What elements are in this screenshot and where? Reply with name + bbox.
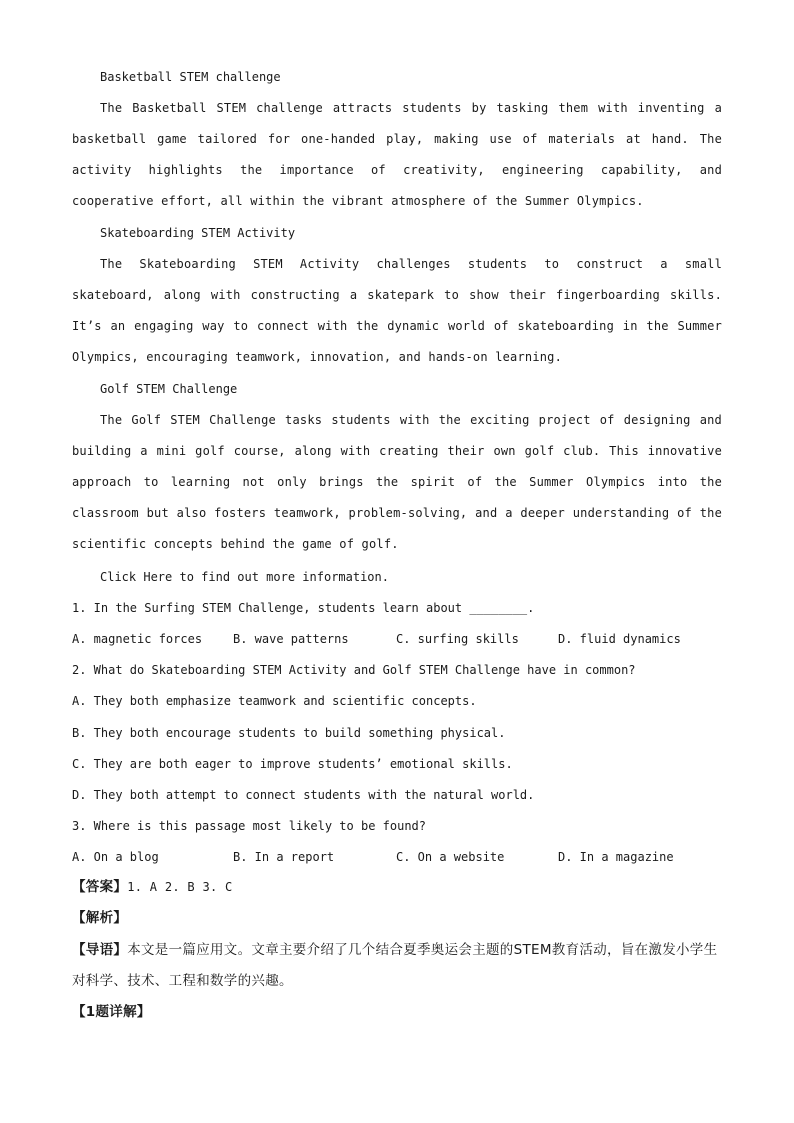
guide-text: 本文是一篇应用文。文章主要介绍了几个结合夏季奥运会主题的STEM教育活动，旨在激发小学生对科学、技术、工程和数学的兴趣。 [72,942,718,989]
analysis-label: 【解析】 [72,910,128,926]
option-1d: D. fluid dynamics [558,632,681,646]
option-1b: B. wave patterns [233,632,349,646]
section-body-skateboarding: The Skateboarding STEM Activity challenges students to construct a small skateboard, along with constructing a skatepark to show their fingerboarding skills. It’s an engaging way to connect with the dynamic world of skateboarding in the Summer Olympics, encouraging teamwork, innovation, and hands-on learning. [72,257,722,364]
question-1-stem: 1. In the Surfing STEM Challenge, students learn about ________. [72,601,535,615]
option-2c: C. They are both eager to improve students’ emotional skills. [72,757,513,771]
answer-label: 【答案】 [72,879,128,895]
option-3a: A. On a blog [72,850,159,864]
section-body-golf: The Golf STEM Challenge tasks students with the exciting project of designing and building a mini golf course, along with creating their own golf club. This innovative approach to learning not only brings the spirit of the Summer Olympics into the classroom but also fosters teamwork, problem-solving, and a deeper understanding of the scientific concepts behind the game of golf. [72,413,722,551]
question-1-options [72,631,722,647]
section-title-basketball: Basketball STEM challenge [100,70,281,84]
answer-text: 1. A 2. B 3. C [127,880,233,894]
section-body-basketball: The Basketball STEM challenge attracts students by tasking them with inventing a basketball game tailored for one-handed play, making use of materials at hand. The activity highlights the importance of creativity, engineering capability, and cooperative effort, all within the vibrant atmosphere of the Summer Olympics. [72,101,722,208]
question-3-options [72,849,722,865]
option-1a: A. magnetic forces [72,632,203,646]
option-3c: C. On a website [396,850,505,864]
option-2d: D. They both attempt to connect students with the natural world. [72,788,535,802]
section-title-skateboarding: Skateboarding STEM Activity [100,226,296,240]
detail-label: 【1题详解】 [72,1004,151,1020]
option-2a: A. They both emphasize teamwork and scientific concepts. [72,694,477,708]
question-3-stem: 3. Where is this passage most likely to be found? [72,819,427,833]
option-1c: C. surfing skills [396,632,519,646]
answer-line [72,872,722,903]
more-info-link[interactable]: Click Here to find out more information. [100,570,389,584]
section-title-golf: Golf STEM Challenge [100,382,238,396]
option-3b: B. In a report [233,850,335,864]
guide-paragraph [72,935,722,997]
option-3d: D. In a magazine [558,850,674,864]
question-2-stem: 2. What do Skateboarding STEM Activity and Golf STEM Challenge have in common? [72,663,636,677]
guide-label: 【导语】 [72,942,128,958]
option-2b: B. They both encourage students to build something physical. [72,726,506,740]
